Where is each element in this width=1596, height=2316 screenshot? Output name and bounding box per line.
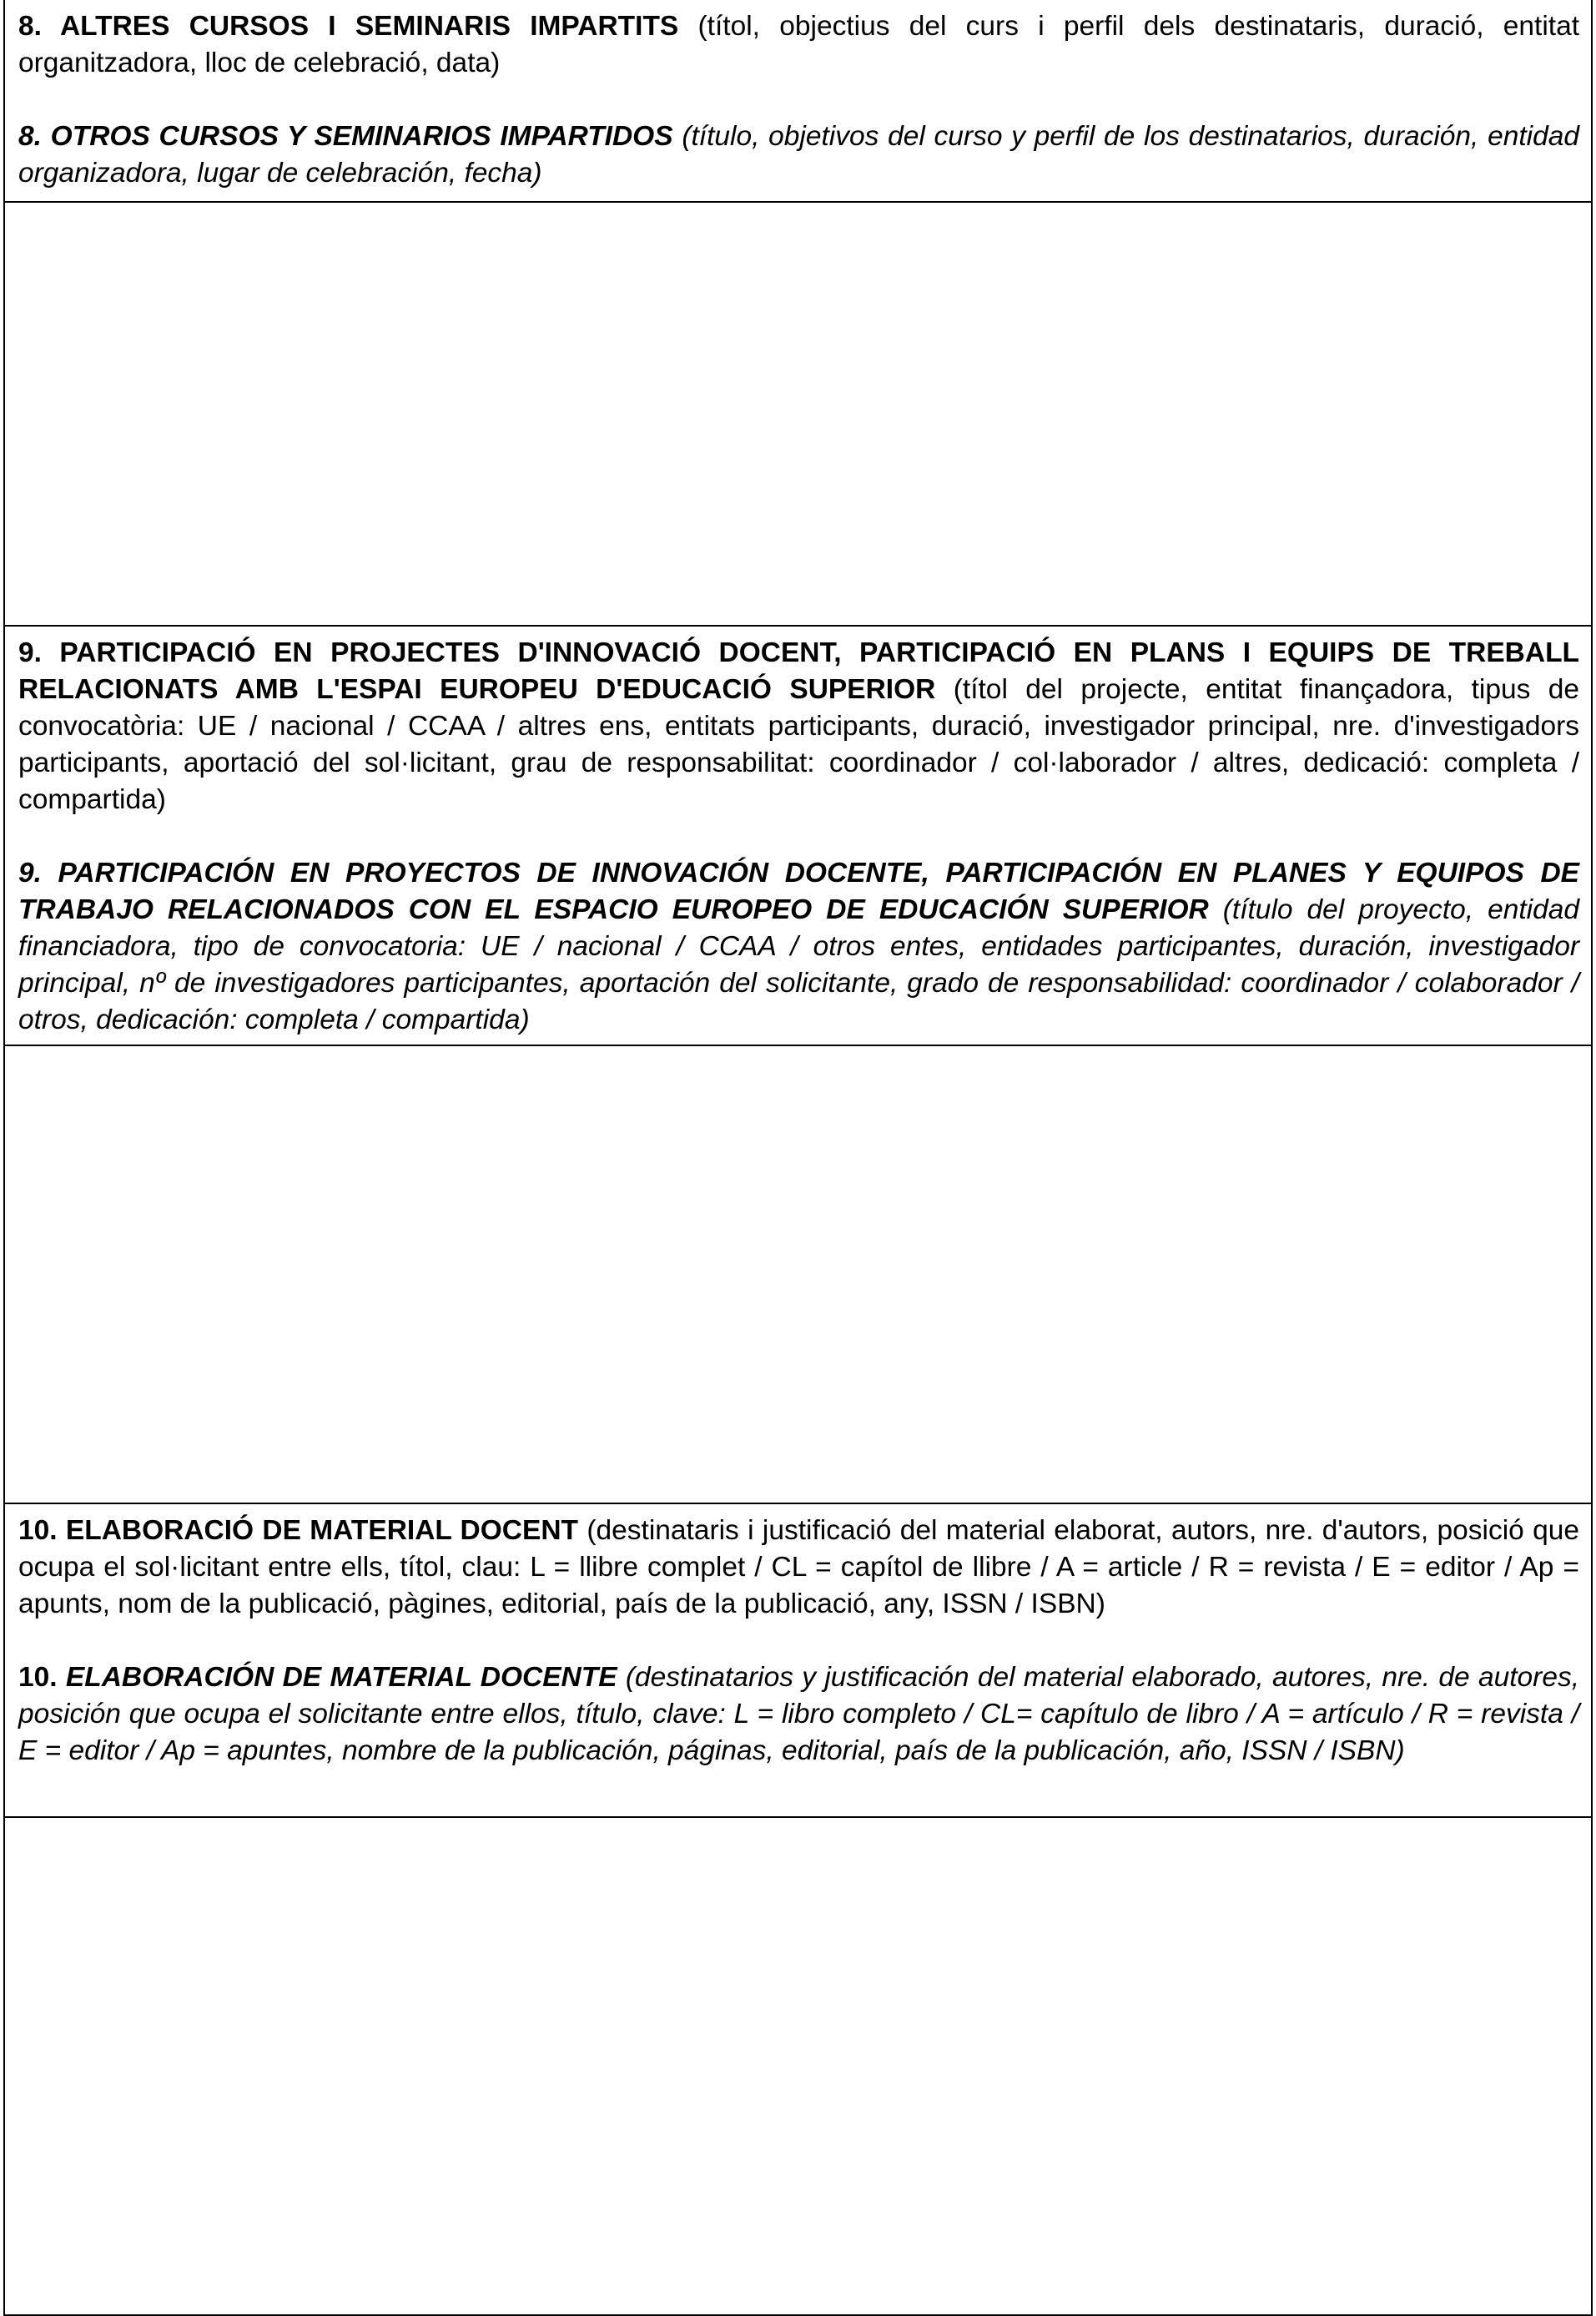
section-8-desc-es: (título, objetivos del curso y perfil de los destinatarios, duración, entidad organizadora, lugar de celebración, fecha)	[18, 121, 1580, 189]
section-8-title-ca: 8. ALTRES CURSOS I SEMINARIS IMPARTITS	[18, 11, 679, 42]
section-10-header	[5, 1504, 1591, 1818]
section-8-title-es: 8. OTROS CURSOS Y SEMINARIOS IMPARTIDOS	[18, 121, 673, 152]
section-9-title-es: 9. PARTICIPACIÓN EN PROYECTOS DE INNOVACIÓN DOCENTE, PARTICIPACIÓN EN PLANES Y EQUIPOS DE TRABAJO RELACIONADOS CON EL ESPACIO EUROPEO DE EDUCACIÓN SUPERIOR	[18, 858, 1579, 925]
section-10-number-es: 10.	[18, 1662, 58, 1693]
section-8-catalan	[18, 8, 1579, 82]
section-10-answer-box[interactable]	[5, 1818, 1591, 2316]
section-9-title-ca: 9. PARTICIPACIÓ EN PROJECTES D'INNOVACIÓ DOCENT, PARTICIPACIÓ EN PLANS I EQUIPS DE TREBALL RELACIONATS AMB L'ESPAI EUROPEU D'EDUCACIÓ SUPERIOR	[18, 637, 1579, 705]
section-10-spanish	[18, 1659, 1579, 1770]
section-9-desc-es: (título del proyecto, entidad financiadora, tipo de convocatoria: UE / nacional / CCAA / otros entes, entidades participantes, duración, investigador principal, nº de investigadores participantes, aportación del solicitante, grado de responsabilidad: coordinador / colaborador / otros, dedicación: completa / compartida)	[18, 894, 1579, 1035]
section-10-desc-es: (destinatarios y justificación del material elaborado, autores, nre. de autores, posición que ocupa el solicitante entre ellos, título, clave: L = libro completo / CL= capítulo de libro / A = artículo / R = revista / E = editor / Ap = apuntes, nombre de la publicación, páginas, editorial, país de la publicación, año, ISSN / ISBN)	[18, 1662, 1580, 1766]
section-9-desc-ca: (títol del projecte, entitat finançadora, tipus de convocatòria: UE / nacional / CCAA / altres ens, entitats participants, duració, investigador principal, nre. d'investigadors participants, aportació del sol·licitant, grau de responsabilitat: coordinador / col·laborador / altres, dedicació: completa / compartida)	[18, 674, 1580, 815]
section-8-answer-box[interactable]	[5, 203, 1591, 627]
section-10-title-ca: 10. ELABORACIÓ DE MATERIAL DOCENT	[18, 1515, 579, 1546]
application-form	[3, 0, 1593, 2316]
section-9-spanish	[18, 855, 1579, 1039]
section-8-header	[5, 0, 1591, 203]
section-9-catalan	[18, 635, 1579, 818]
section-10-desc-ca: (destinataris i justificació del material elaborat, autors, nre. d'autors, posició que ocupa el sol·licitant entre ells, títol, clau: L = llibre complet / CL = capítol de llibre / A = article / R = revista / E = editor / Ap = apunts, nom de la publicació, pàgines, editorial, país de la publicació, any, ISSN / ISBN)	[18, 1515, 1579, 1619]
section-9-answer-box[interactable]	[5, 1046, 1591, 1504]
section-10-catalan	[18, 1513, 1579, 1623]
section-10-title-es: ELABORACIÓN DE MATERIAL DOCENTE	[65, 1662, 617, 1693]
section-8-spanish	[18, 118, 1579, 192]
section-9-header	[5, 627, 1591, 1046]
section-8-desc-ca: (títol, objectius del curs i perfil dels destinataris, duració, entitat organitzadora, lloc de celebració, data)	[18, 11, 1580, 78]
